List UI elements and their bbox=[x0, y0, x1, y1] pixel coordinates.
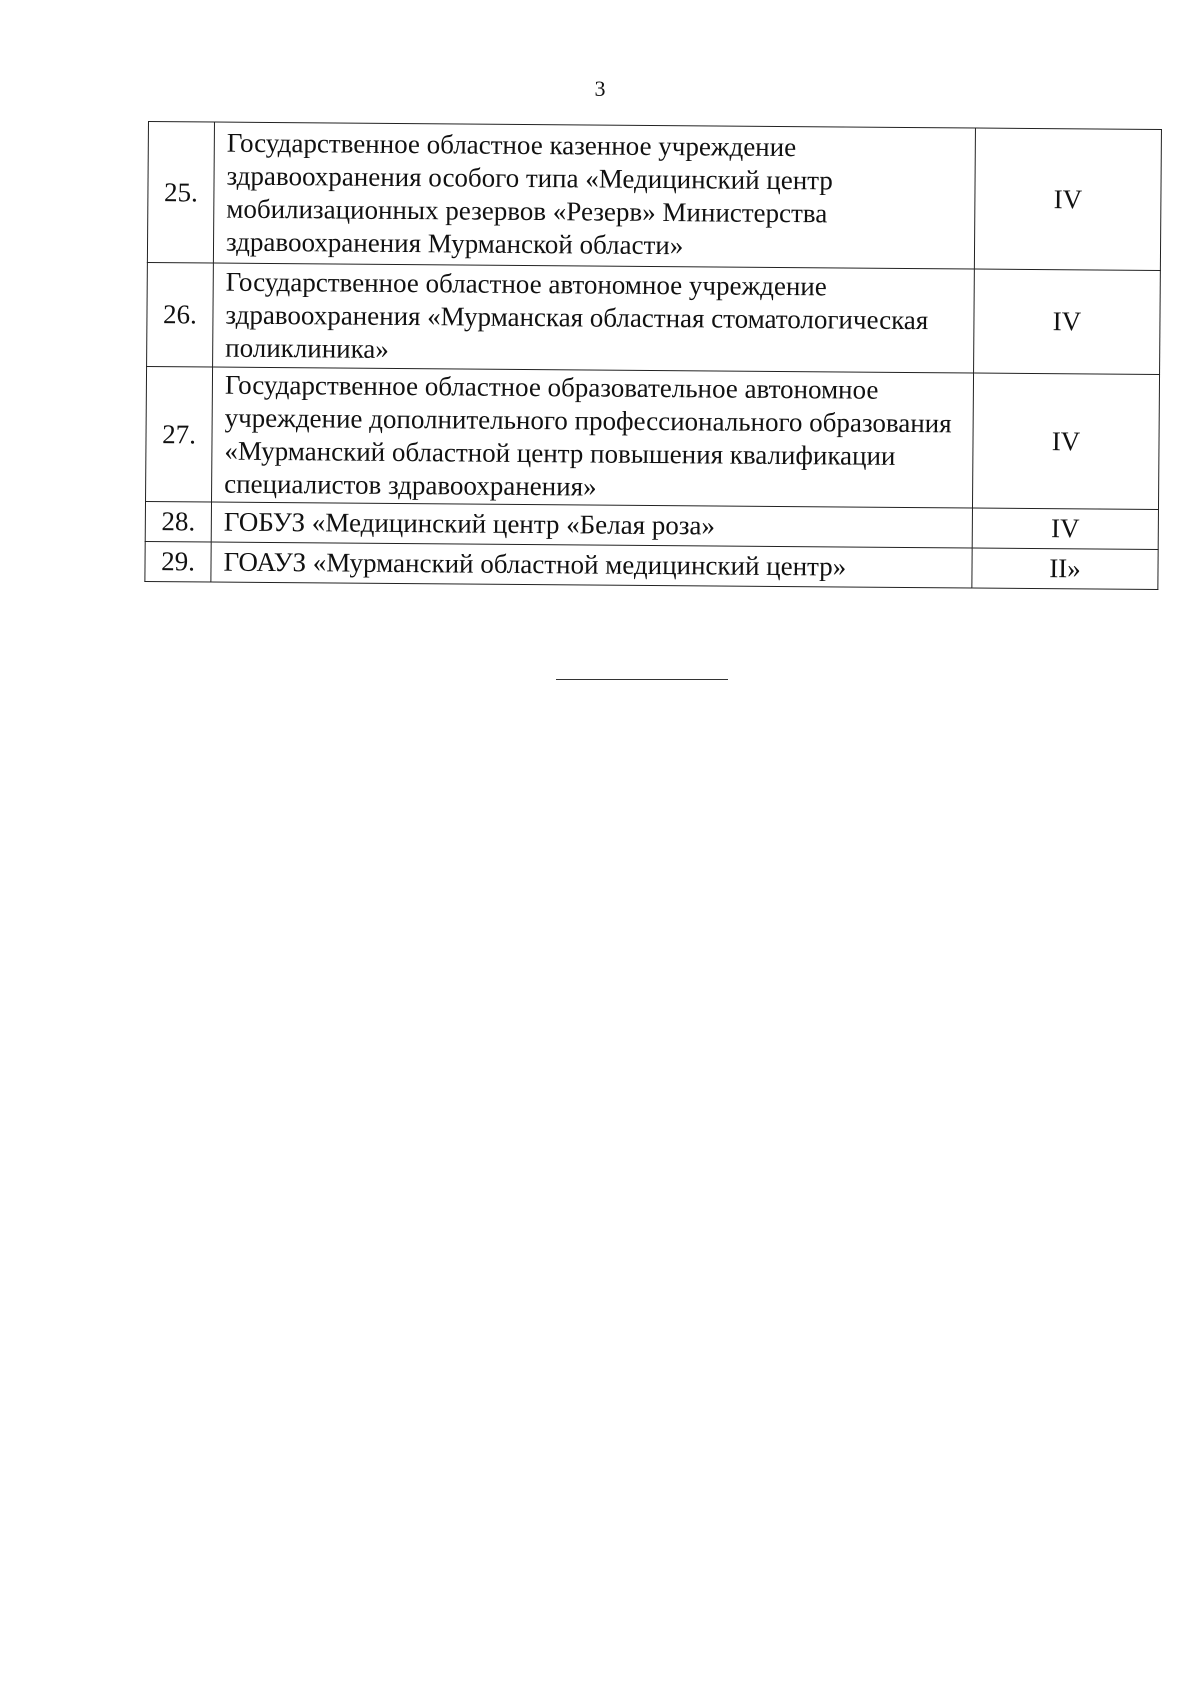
category-value: IV bbox=[972, 508, 1158, 549]
row-number: 28. bbox=[145, 501, 211, 542]
institution-name: ГОБУЗ «Медицинский центр «Белая роза» bbox=[211, 502, 972, 548]
page-number: 3 bbox=[594, 76, 606, 101]
institution-name: Государственное областное образовательное автономное учреждение дополнительного профессионального образования «Мурманский областной центр повышения квалификации специалистов здравоохранения» bbox=[212, 367, 974, 508]
row-number: 25. bbox=[147, 122, 214, 264]
category-value: IV bbox=[974, 269, 1161, 374]
row-number: 27. bbox=[146, 366, 213, 502]
table-row bbox=[145, 541, 1158, 589]
table-row bbox=[147, 262, 1161, 374]
institution-name: ГОАУЗ «Мурманский областной медицинский центр» bbox=[211, 542, 972, 588]
table-row bbox=[147, 122, 1161, 271]
category-value: IV bbox=[974, 128, 1161, 270]
institutions-table bbox=[144, 121, 1162, 590]
end-of-document-line bbox=[556, 679, 728, 680]
row-number: 26. bbox=[147, 262, 214, 367]
category-value: IV bbox=[972, 373, 1159, 509]
institution-name: Государственное областное автономное учреждение здравоохранения «Мурманская областная стоматологическая поликлиника» bbox=[213, 263, 975, 373]
category-value: II» bbox=[972, 548, 1158, 589]
row-number: 29. bbox=[145, 541, 211, 582]
table-row bbox=[146, 366, 1160, 509]
institutions-table-wrapper bbox=[144, 121, 1138, 590]
institution-name: Государственное областное казенное учреждение здравоохранения особого типа «Медицинский центр мобилизационных резервов «Резерв» Министерства здравоохранения Мурманской области» bbox=[213, 122, 975, 269]
